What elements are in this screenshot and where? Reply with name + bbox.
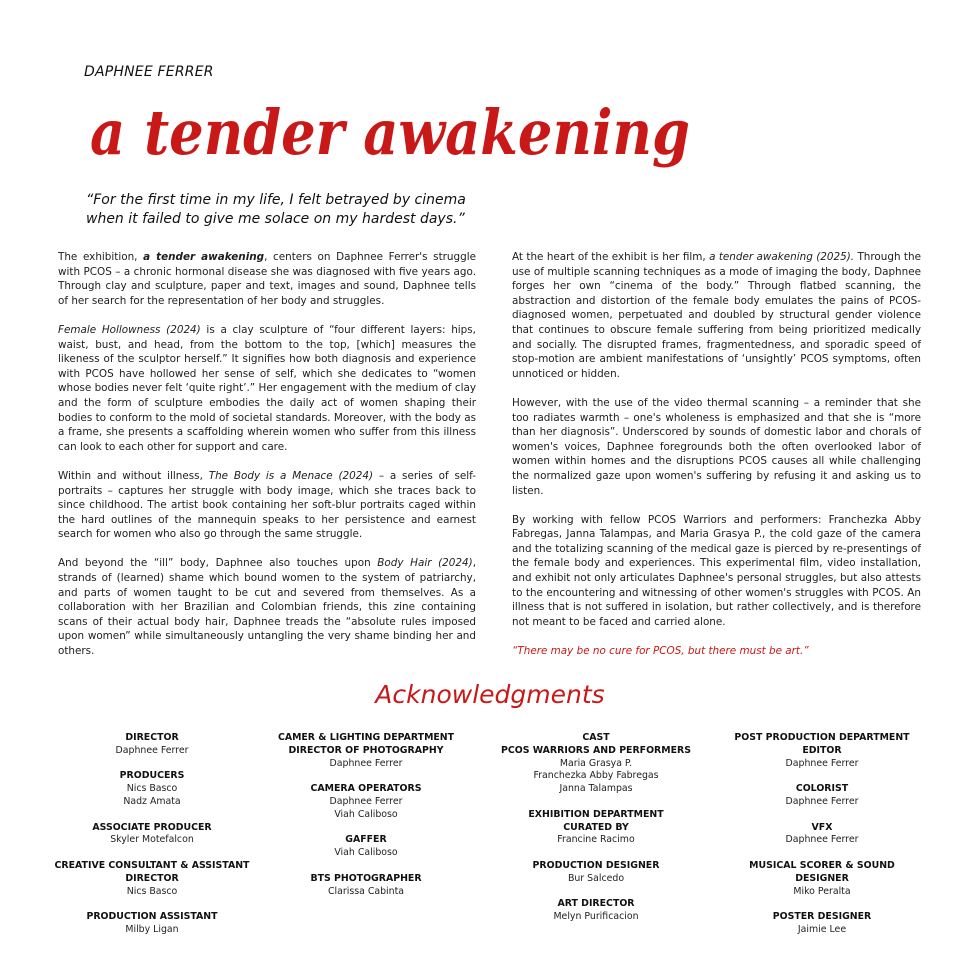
- paragraph: Female Hollowness (2024) is a clay sculpture of “four different layers: hips, waist, bust, and head, from the bottom to the top, [which] measures the likeness of the sculptor herself.” It signifies how both diagnosis and experience with PCOS have hollowed her sense of self, which she dedicates to “women whose bodies never felt ‘quite right’.” Her engagement with the medium of clay and the form of sculpture embodies the daily act of women shaping their bodies to conform to the mold of societal standards. Moreover, with the body as a frame, she presents a scaffolding wherein women who suffer from this illness can look to each other for support and care.: [58, 323, 476, 453]
- credit-name: Skyler Motefalcon: [110, 834, 194, 846]
- credit-group: [496, 860, 696, 886]
- credit-group: [722, 732, 922, 770]
- credit-group: [722, 783, 922, 809]
- credit-group: [722, 911, 922, 937]
- essay-left-column: [58, 250, 476, 673]
- credit-role: VFX: [811, 821, 833, 833]
- credit-role: CAST: [582, 732, 610, 743]
- paragraph: At the heart of the exhibit is her film, a tender awakening (2025). Through the use of multiple scanning techniques as a mode of imaging the body, Daphnee forges her own “cinema of the body.” Through flatbed scanning, the abstraction and distortion of the female body emulates the pains of PCOS-diagnosed women, perpetuated and doubled by structural gender violence that continues to obscure female suffering from being prioritized medically and socially. The disrupted frames, fragmentedness, and sporadic speed of stop-motion are ambient manifestations of ‘unsightly’ PCOS symptoms, often unnoticed or hidden.: [512, 251, 921, 380]
- credit-name: Daphnee Ferrer: [785, 757, 859, 769]
- credit-name: Francine Racimo: [557, 834, 635, 846]
- credits-column: [496, 732, 696, 937]
- credit-name: Bur Salcedo: [567, 872, 625, 884]
- credit-name: Daphnee Ferrer: [785, 795, 859, 807]
- credit-role: POSTER DESIGNER: [772, 911, 872, 923]
- essay-right-column: [512, 250, 921, 673]
- credit-group: [52, 770, 252, 808]
- credit-role: EDITOR: [802, 744, 842, 756]
- credit-group: [722, 822, 922, 848]
- credit-role: PRODUCTION ASSISTANT: [86, 911, 218, 923]
- credit-group: [496, 898, 696, 924]
- paragraph: And beyond the “ill” body, Daphnee also touches upon Body Hair (2024), strands of (learned) shame which bound women to the system of patriarchy, and parts of women taught to be cut and severed from themselves. As a collaboration with her Brazilian and Colombian friends, this zine containing scans of their actual body hair, Daphnee treads the “absolute rules imposed upon women” while simultaneously untangling the very shame binding her and others.: [58, 557, 476, 658]
- credit-name: Melyn Purificacion: [553, 911, 639, 923]
- paragraph: The exhibition, a tender awakening, centers on Daphnee Ferrer's struggle with PCOS – a chronic hormonal disease she was diagnosed with five years ago. Through clay and sculpture, paper and text, images and sound, Daphnee tells of her search for the representation of her body and struggles.: [58, 251, 476, 307]
- credit-group: [52, 822, 252, 848]
- credit-group: [496, 732, 696, 796]
- credit-group: [266, 783, 466, 821]
- credit-name: Janna Talampas: [559, 783, 633, 795]
- credit-name: Franchezka Abby Fabregas: [533, 770, 659, 782]
- credit-name: Daphnee Ferrer: [785, 834, 859, 846]
- quote-line-2: when it failed to give me solace on my hardest days.”: [86, 211, 465, 227]
- credit-group: [52, 860, 252, 898]
- credit-role: EXHIBITION DEPARTMENT: [528, 808, 664, 820]
- credit-name: Nadz Amata: [123, 795, 181, 807]
- credit-group: [266, 873, 466, 899]
- credit-group: [52, 732, 252, 758]
- credit-role: PRODUCTION DESIGNER: [532, 859, 660, 871]
- artist-name: DAPHNEE FERRER: [84, 64, 214, 80]
- credit-role: ASSOCIATE PRODUCER: [92, 821, 212, 833]
- credit-role: MUSICAL SCORER & SOUND DESIGNER: [749, 859, 895, 884]
- credit-name: Clarissa Cabinta: [327, 885, 405, 897]
- artist-quote: [86, 191, 506, 229]
- credit-name: Daphnee Ferrer: [329, 795, 403, 807]
- credits-column: [722, 732, 922, 950]
- credit-role: PCOS WARRIORS AND PERFORMERS: [501, 744, 691, 756]
- credit-role: DIRECTOR OF PHOTOGRAPHY: [288, 744, 444, 756]
- credit-role: CAMER & LIGHTING DEPARTMENT: [277, 732, 455, 743]
- quote-line-1: “For the first time in my life, I felt betrayed by cinema: [86, 192, 466, 208]
- acknowledgments-title: Acknowledgments: [375, 680, 605, 709]
- credit-name: Milby Ligan: [125, 923, 179, 935]
- credit-role: DIRECTOR: [125, 732, 179, 743]
- credit-group: [496, 809, 696, 847]
- credit-role: ART DIRECTOR: [557, 898, 635, 910]
- credit-name: Miko Peralta: [793, 885, 851, 897]
- paragraph: By working with fellow PCOS Warriors and performers: Franchezka Abby Fabregas, Janna Talampas, and Maria Grasya P., the cold gaze of the camera and the totalizing scanning of the medical gaze is pierced by re-presentings of the female body and experiences. This experimental film, video installation, and exhibit not only articulates Daphnee's personal struggles, but also attests to the encountering and witnessing of other women's struggles with PCOS. An illness that is not suffered in isolation, but rather collectively, and is therefore not meant to be faced and carried alone.: [512, 513, 921, 628]
- credit-role: DIRECTOR: [125, 872, 179, 884]
- credits-column: [266, 732, 466, 911]
- credit-role: BTS PHOTOGRAPHER: [310, 872, 422, 884]
- credit-group: [266, 834, 466, 860]
- credit-name: Daphnee Ferrer: [115, 744, 189, 756]
- credit-group: [266, 732, 466, 770]
- credit-name: Viah Caliboso: [334, 847, 398, 859]
- credit-name: Nics Basco: [126, 783, 178, 795]
- credit-group: [52, 911, 252, 937]
- credit-role: CREATIVE CONSULTANT & ASSISTANT: [54, 859, 250, 871]
- exhibition-title: a tender awakening: [90, 96, 690, 169]
- credit-role: POST PRODUCTION DEPARTMENT: [734, 732, 910, 743]
- credit-name: Jaimie Lee: [797, 923, 847, 935]
- credit-name: Daphnee Ferrer: [329, 757, 403, 769]
- credits-column: [52, 732, 252, 950]
- credit-role: CURATED BY: [563, 821, 629, 833]
- paragraph: However, with the use of the video thermal scanning – a reminder that she too radiates warmth – one's wholeness is emphasized and that she is “more than her diagnosis”. Underscored by sounds of domestic labor and chorals of women's voices, Daphnee foregrounds both the often overlooked labor of women within homes and the disruptions PCOS causes all while challenging the normalized gaze upon women's suffering by refusing it and asking us to listen.: [512, 396, 921, 497]
- credit-name: Nics Basco: [126, 885, 178, 897]
- credit-role: CAMERA OPERATORS: [310, 783, 422, 795]
- credit-role: PRODUCERS: [119, 770, 185, 782]
- credit-name: Viah Caliboso: [334, 808, 398, 820]
- credit-group: [722, 860, 922, 898]
- credit-role: GAFFER: [345, 834, 387, 846]
- credit-role: COLORIST: [795, 783, 849, 795]
- paragraph: Within and without illness, The Body is a Menace (2024) – a series of self-portraits – captures her struggle with body image, which she traces back to since childhood. The artist book containing her soft-blur portraits caged within the hard outlines of the mannequin speaks to her persistence and earnest search for women who also go through the same struggle.: [58, 469, 476, 541]
- closing-quote: “There may be no cure for PCOS, but there must be art.”: [512, 645, 809, 658]
- exhibition-title-logo: [86, 92, 696, 192]
- credit-name: Maria Grasya P.: [559, 757, 633, 769]
